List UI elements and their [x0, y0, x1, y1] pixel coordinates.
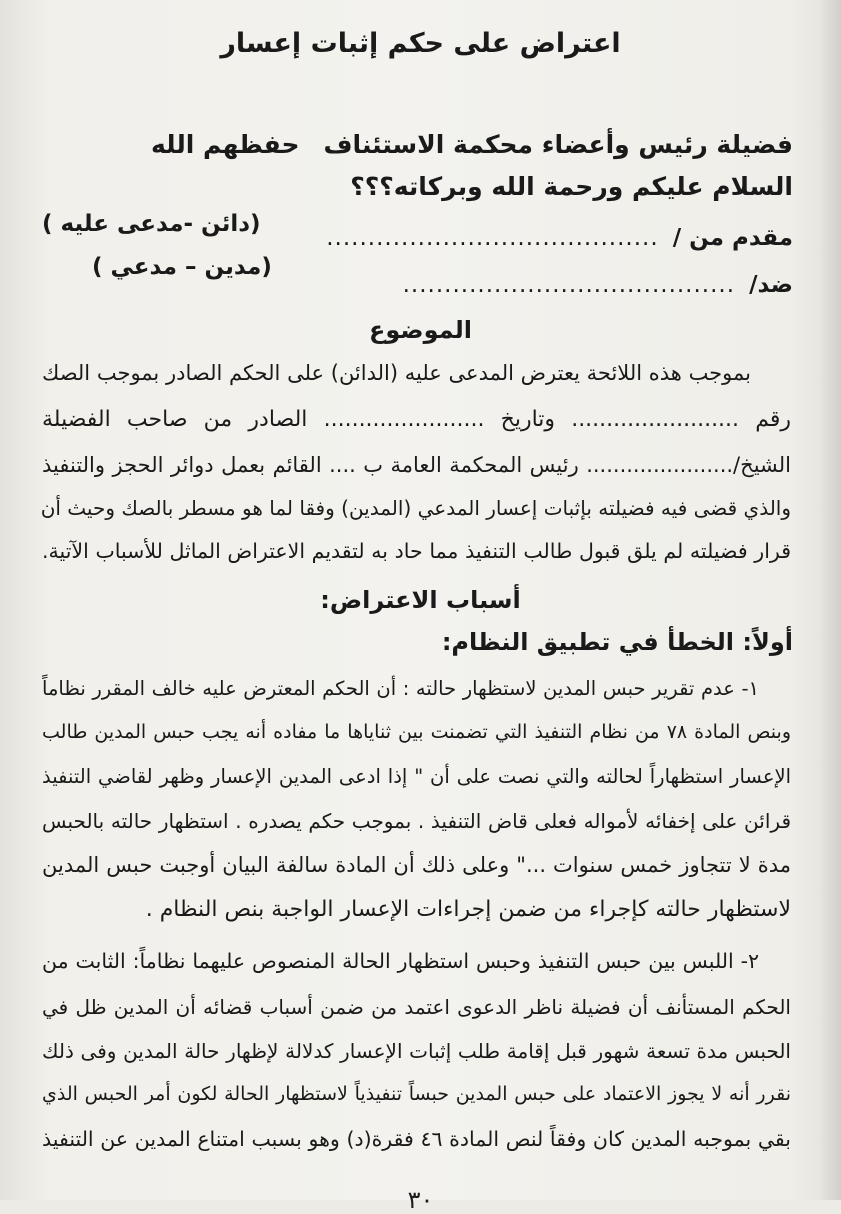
blessing-text: حفظهم الله — [151, 130, 300, 159]
intro-line: والذي قضى فيه فضيلته بإثبات إعسار المدعي (المدين) وفقا لما هو مسطر بالصك وحيث أن — [40, 496, 791, 520]
intro-line: بموجب هذه اللائحة يعترض المدعى عليه (الدائن) على الحكم الصادر بموجب الصك — [42, 361, 751, 385]
point2-line: بقي بموجبه المدين كان وفقاً لنص المادة ٤٦ فقرة(د) وهو بسبب امتناع المدين عن التنفيذ — [42, 1127, 791, 1151]
document-title: اعتراض على حكم إثبات إعسار — [220, 28, 621, 59]
point1-line: لاستظهار حالته كإجراء من ضمن إجراءات الإعسار الواجبة بنص النظام . — [145, 897, 791, 922]
recipient-text: فضيلة رئيس وأعضاء محكمة الاستئناف — [323, 130, 793, 159]
point2-line: نقرر أنه لا يجوز الاعتماد على حبس المدين حبساً تنفيذياً لاستظهار الحالة لكون أمر الحبس الذي — [42, 1083, 791, 1105]
subject-heading: الموضوع — [368, 316, 472, 344]
recipient-line — [151, 130, 793, 159]
submitter-row — [42, 211, 793, 251]
point1-line: ١- عدم تقرير حبس المدين لاستظهار حالته : أن الحكم المعترض عليه خالف المقرر نظاماً — [42, 677, 759, 700]
point2-line: الحبس مدة تسعة شهور قبل إقامة طلب إثبات الإعسار كدلالة لإظهار حالة المدين وفى ذلك — [42, 1039, 791, 1063]
reasons-heading: أسباب الاعتراض: — [320, 586, 521, 614]
greeting-line: السلام عليكم ورحمة الله وبركاته؟؟؟ — [350, 172, 793, 201]
against-role: (مدين – مدعي ) — [92, 254, 272, 280]
against-row — [42, 254, 793, 298]
point2-line: الحكم المستأنف أن فضيلة ناظر الدعوى اعتمد من ضمن أسباب قضائه أن المدين ظل في — [42, 995, 791, 1019]
point2-line: ٢- اللبس بين حبس التنفيذ وحبس استظهار الحالة المنصوص عليهما نظاماً: الثابت من — [42, 949, 759, 973]
page-number: ٣٠ — [407, 1186, 434, 1214]
intro-line: الشيخ/...................... رئيس المحكمة العامة ب .... القائم بعمل دوائر الحجز والتنفيذ — [42, 453, 791, 477]
point1-line: مدة لا تتجاوز خمس سنوات ..." وعلى ذلك أن المادة سالفة البيان أوجبت حبس المدين — [42, 853, 791, 877]
against-blank: ........................................ — [402, 272, 736, 298]
intro-line: قرار فضيلته لم يلق قبول طالب التنفيذ مما حاد به لتقديم الاعتراض الماثل للأسباب الآتية. — [42, 539, 791, 563]
point1-line: قرائن على إخفائه لأمواله فعلى قاض التنفيذ . بموجب حكم يصدره . استظهار حالته بالحبس — [42, 809, 791, 833]
point1-line: الإعسار استظهاراً لحالته والتي نصت على أن " إذا ادعى المدين الإعسار وظهر لقاضي التنفيذ — [42, 765, 791, 788]
submitter-label: مقدم من / — [672, 225, 793, 251]
submitter-blank: ........................................ — [326, 225, 659, 251]
against-label: ضد/ — [749, 272, 793, 298]
first-reason-heading: أولاً: الخطأ في تطبيق النظام: — [441, 628, 793, 656]
submitter-role: (دائن -مدعى عليه ) — [42, 211, 261, 237]
point1-line: وبنص المادة ٧٨ من نظام التنفيذ التي تضمنت بين ثناياها ما مفاده أنه يجب حبس المدين طالب — [42, 721, 791, 743]
intro-line: رقم ........................ وتاريخ ....................... الصادر من صاحب الفضيلة — [42, 407, 791, 432]
